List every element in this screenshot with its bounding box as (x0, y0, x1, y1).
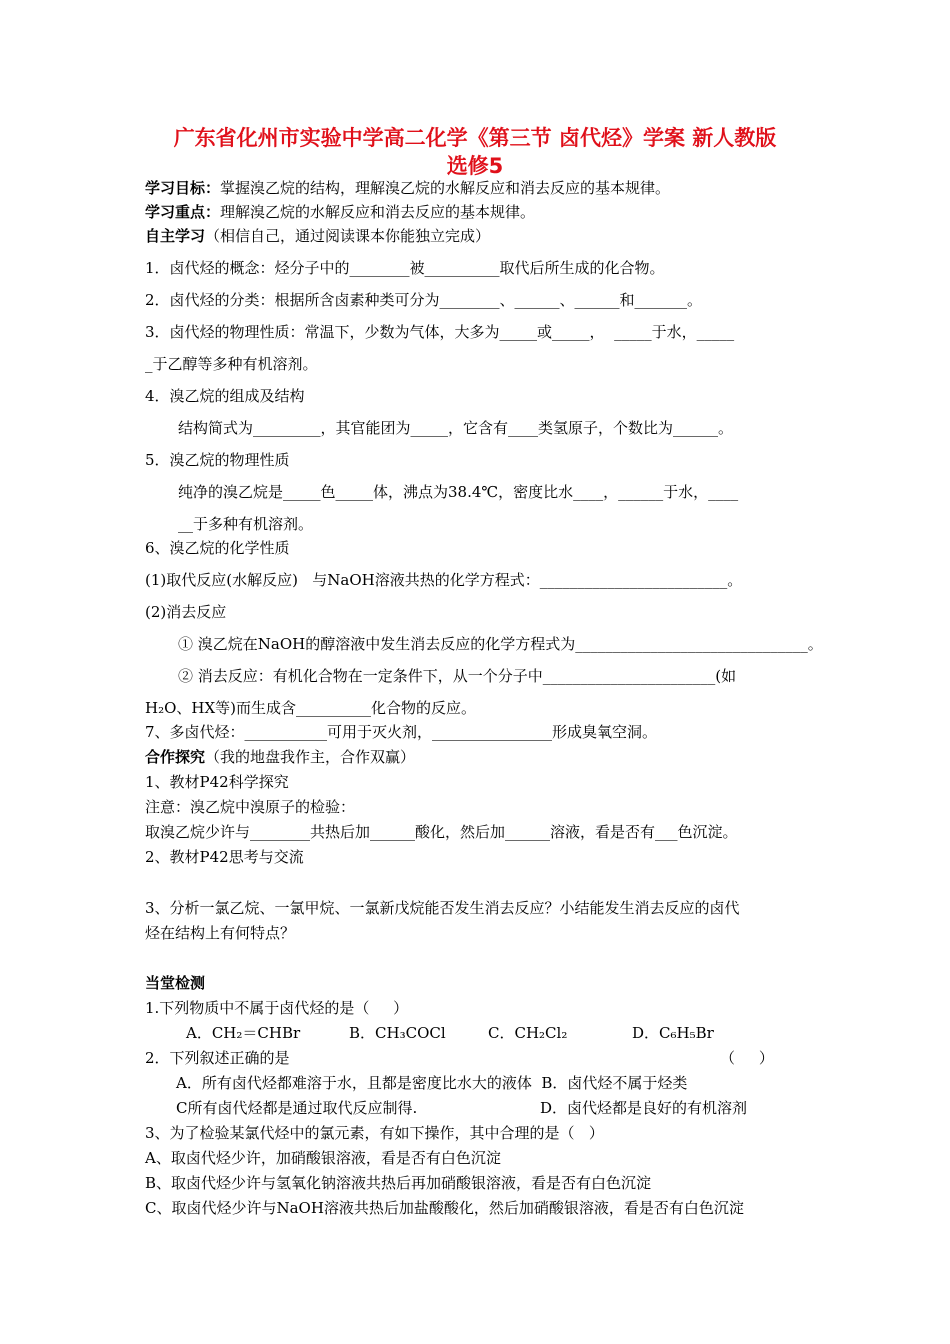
learning-focus (145, 202, 535, 222)
quiz-q2-option-ab: A．所有卤代烃都难溶于水，且都是密度比水大的液体 B．卤代烃不属于烃类 (176, 1074, 688, 1092)
question-6-2a: ① 溴乙烷在NaOH的醇溶液中发生消去反应的化学方程式为_______________________________。 (178, 635, 823, 653)
cooperation-note: （我的地盘我作主，合作双赢） (205, 748, 416, 766)
focus-text: 理解溴乙烷的水解反应和消去反应的基本规律。 (220, 203, 536, 221)
quiz-q3-option-c: C、取卤代烃少许与NaOH溶液共热后加盐酸酸化，然后加硝酸银溶液，看是否有白色沉淀 (145, 1199, 744, 1217)
question-3-line1: 3．卤代烃的物理性质：常温下，少数为气体，大多为_____或_____， _____于水，_____ (145, 323, 735, 341)
question-4: 4．溴乙烷的组成及结构 (145, 387, 305, 405)
question-5-line1: 纯净的溴乙烷是_____色_____体，沸点为38.4℃，密度比水____，______于水，____ (178, 483, 739, 501)
inquiry-2: 2、教材P42思考与交流 (145, 848, 304, 866)
focus-label: 学习重点： (145, 203, 221, 221)
quiz-q3-option-a: A、取卤代烃少许，加硝酸银溶液，看是否有白色沉淀 (145, 1149, 501, 1167)
inquiry-1-note: 注意：溴乙烷中溴原子的检验： (145, 798, 356, 816)
question-5-line2: __于多种有机溶剂。 (178, 515, 314, 533)
question-6-2b: ② 消去反应：有机化合物在一定条件下，从一个分子中_______________________(如 (178, 667, 737, 685)
quiz-q2-option-c: C所有卤代烃都是通过取代反应制得. (176, 1099, 418, 1117)
quiz-q1-option-b: B．CH₃COCl (349, 1024, 446, 1042)
question-6-2: (2)消去反应 (145, 603, 227, 621)
objective-label: 学习目标： (145, 179, 221, 197)
question-5: 5．溴乙烷的物理性质 (145, 451, 290, 469)
self-study-note: （相信自己，通过阅读课本你能独立完成） (205, 227, 491, 245)
quiz-question-1: 1.下列物质中不属于卤代烃的是（ ） (145, 999, 409, 1017)
quiz-q1-option-a: A．CH₂＝CHBr (186, 1024, 301, 1042)
quiz-q1-option-d: D．C₆H₅Br (632, 1024, 714, 1042)
quiz-q3-option-b: B、取卤代烃少许与氢氧化钠溶液共热后再加硝酸银溶液，看是否有白色沉淀 (145, 1174, 652, 1192)
question-1: 1．卤代烃的概念：烃分子中的________被__________取代后所生成的化合物。 (145, 259, 665, 277)
quiz-q2-option-d: D．卤代烃都是良好的有机溶剂 (540, 1099, 748, 1117)
learning-objective (145, 178, 670, 198)
inquiry-3-line2: 烃在结构上有何特点？ (145, 924, 296, 942)
quiz-q2-answer-paren: （ ） (720, 1049, 774, 1067)
question-6: 6、溴乙烷的化学性质 (145, 539, 290, 557)
quiz-question-3: 3、为了检验某氯代烃中的氯元素，有如下操作，其中合理的是（ ） (145, 1124, 604, 1142)
question-3-line2: _于乙醇等多种有机溶剂。 (145, 355, 318, 373)
question-7: 7、多卤代烃：___________可用于灭火剂，________________形成臭氧空洞。 (145, 723, 658, 741)
doc-title-line2: 选修5 (446, 154, 504, 178)
question-2: 2．卤代烃的分类：根据所含卤素种类可分为________、______、______和_______。 (145, 291, 703, 309)
cooperation-heading (145, 747, 415, 767)
quiz-heading: 当堂检测 (145, 974, 206, 992)
doc-title-line1: 广东省化州市实验中学高二化学《第三节 卤代烃》学案 新人教版 (173, 126, 777, 150)
cooperation-label: 合作探究 (145, 748, 206, 766)
question-6-2c: H₂O、HX等)而生成含__________化合物的反应。 (145, 699, 477, 717)
question-4-detail: 结构简式为_________，其官能团为_____，它含有____类氢原子，个数比为______。 (178, 419, 734, 437)
inquiry-1-text: 取溴乙烷少许与________共热后加______酸化，然后加______溶液，看是否有___色沉淀。 (145, 823, 738, 841)
self-study-label: 自主学习 (145, 227, 206, 245)
inquiry-1: 1、教材P42科学探究 (145, 773, 289, 791)
inquiry-3-line1: 3、分析一氯乙烷、一氯甲烷、一氯新戊烷能否发生消去反应？小结能发生消去反应的卤代 (145, 899, 740, 917)
quiz-q1-option-c: C．CH₂Cl₂ (488, 1024, 568, 1042)
self-study-heading (145, 226, 490, 246)
question-6-1: (1)取代反应(水解反应) 与NaOH溶液共热的化学方程式：_________________________。 (145, 571, 743, 589)
quiz-question-2: 2．下列叙述正确的是 (145, 1049, 290, 1067)
objective-text: 掌握溴乙烷的结构，理解溴乙烷的水解反应和消去反应的基本规律。 (220, 179, 671, 197)
